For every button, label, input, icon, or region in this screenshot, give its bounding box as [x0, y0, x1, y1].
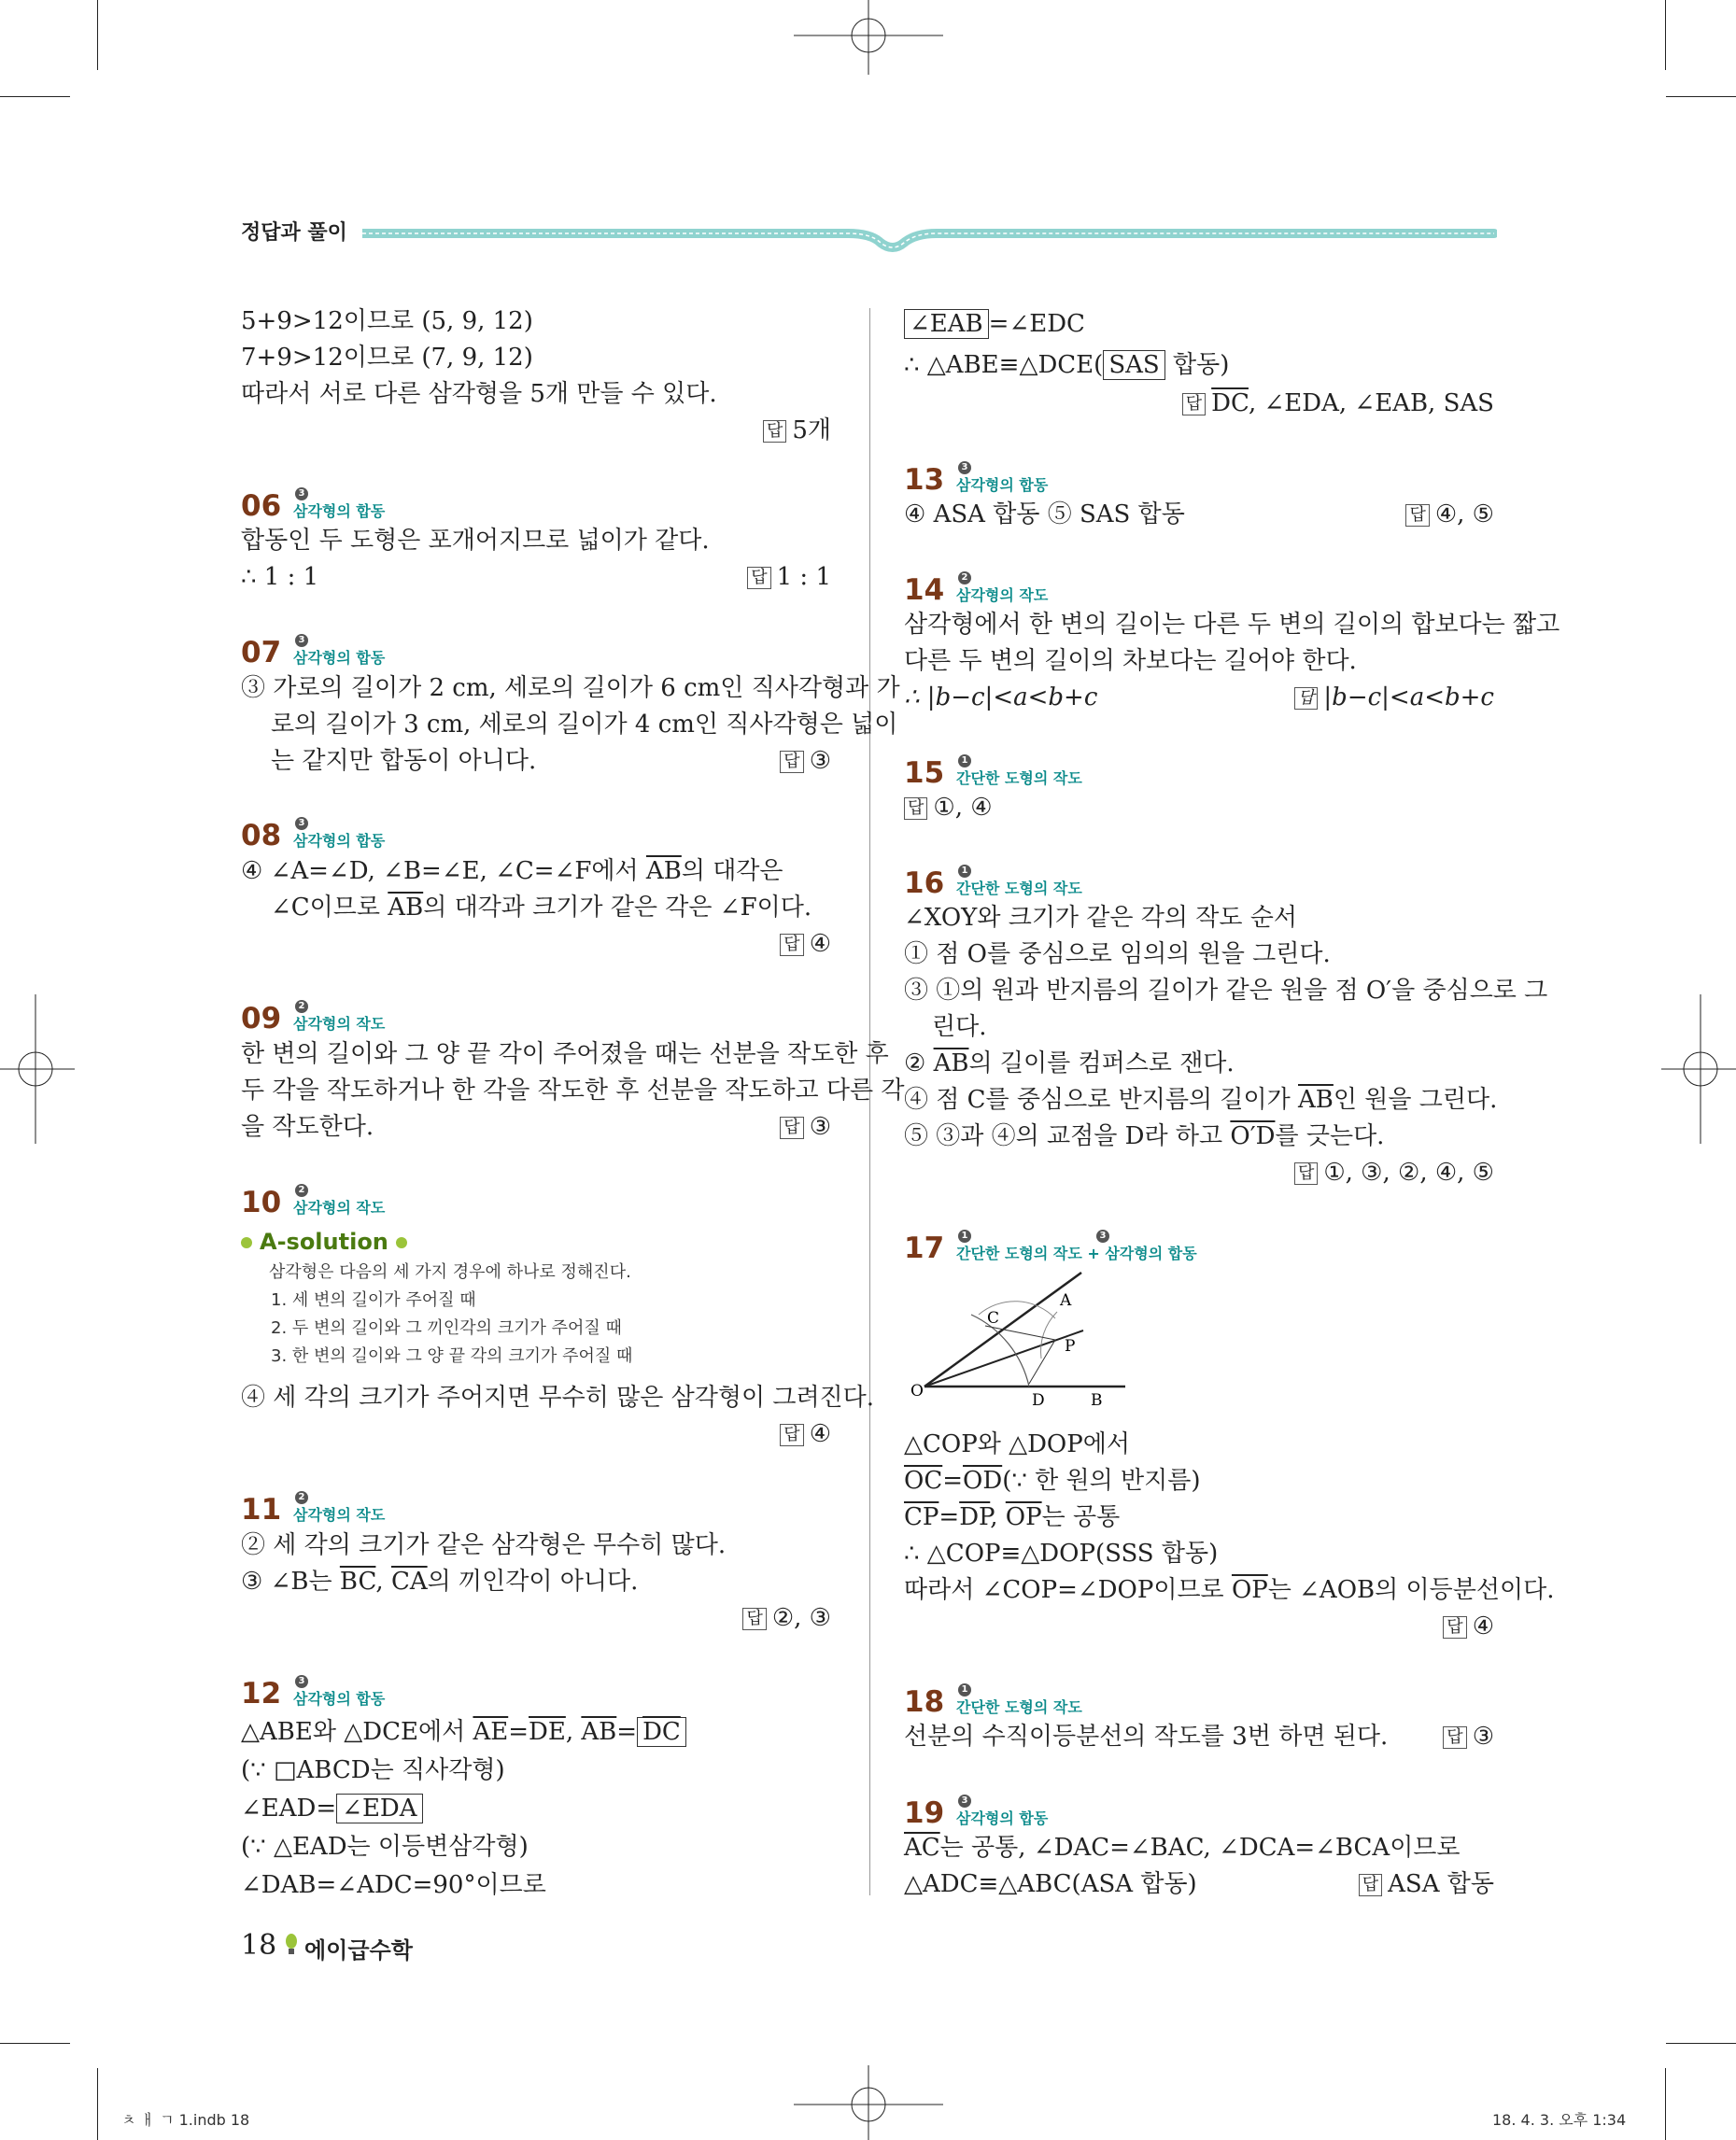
text-line: (∵ □ABCD는 직사각형) [241, 1756, 505, 1784]
text-line: ④ ASA 합동 ⑤ SAS 합동 [904, 500, 1185, 528]
registration-mark-right [1661, 994, 1736, 1144]
a-solution-heading: A-solution [233, 1228, 415, 1256]
text-line: ∠XOY와 크기가 같은 각의 작도 순서 [904, 904, 1298, 932]
text-line: △ADC≡△ABC(ASA 합동) [904, 1870, 1197, 1898]
text-line: ∠EAD= ∠EDA [241, 1791, 423, 1826]
answer: 답 5개 [654, 413, 831, 448]
registration-mark-bottom [794, 2065, 943, 2140]
text-line: 7+9>12이므로 (7, 9, 12) [241, 344, 533, 372]
answer: 답 ③ [654, 743, 831, 779]
text-line: ∠DAB=∠ADC=90°이므로 [241, 1871, 546, 1899]
text-line: ④ 점 C를 중심으로 반지름의 길이가 $\overline{AB}$인 원을 그린다. [904, 1086, 1498, 1114]
topic-label: 2 삼각형의 작도 [293, 1185, 386, 1217]
answer: 답 ④ [654, 1416, 831, 1452]
problem-number: 17 [904, 1232, 945, 1265]
print-date: 18. 4. 3. 오후 1:34 [1492, 2111, 1627, 2129]
text-line: ⑤ ③과 ④의 교점을 D라 하고 O′D를 긋는다. [904, 1122, 1385, 1150]
registration-mark-left [0, 994, 75, 1144]
page-header-title: 정답과 풀이 [241, 221, 347, 245]
point-label-c: C [987, 1309, 1000, 1328]
crop-mark [97, 0, 98, 70]
problem-number: 10 [241, 1186, 282, 1219]
level-badge: 3 [295, 487, 308, 500]
topic-label: 1 간단한 도형의 작도 + 3 삼각형의 합동 [956, 1231, 1197, 1262]
text-line: ④ ∠A=∠D, ∠B=∠E, ∠C=∠F에서 $\overline{AB}$의 대각은 [241, 857, 783, 885]
text-line: 삼각형에서 한 변의 길이는 다른 두 변의 길이의 합보다는 짧고 [904, 611, 1560, 639]
brand-name: 에이급수학 [304, 1937, 413, 1964]
crop-mark [0, 96, 70, 97]
bulb-icon [284, 1933, 299, 1957]
answer: 답 |b−c|<a<b+c [1214, 680, 1494, 715]
topic-label: 3 삼각형의 합동 [293, 1676, 386, 1708]
note-line: 3. 한 변의 길이와 그 양 끝 각의 크기가 주어질 때 [271, 1346, 633, 1366]
text-line: ∴ |b−c|<a<b+c [904, 683, 1098, 711]
text-line: ③ 가로의 길이가 2 cm, 세로의 길이가 6 cm인 직사각형과 가 [241, 674, 900, 702]
text-line: 다른 두 변의 길이의 차보다는 길어야 한다. [904, 647, 1357, 675]
point-label-o: O [910, 1382, 924, 1401]
answer: 답 ④ [1307, 1609, 1494, 1644]
text-line: ∠EAB =∠EDC [904, 306, 1085, 342]
text-line: 한 변의 길이와 그 양 끝 각이 주어졌을 때는 선분을 작도한 후 [241, 1040, 889, 1068]
answer-box: $\overline{DC}$ [637, 1717, 686, 1747]
text-line: ③ ∠B는 $\overline{BC}$, $\overline{CA}$의 끼인각이 아니다. [241, 1568, 639, 1596]
text-line: ∴ △COP≡△DOP(SSS 합동) [904, 1540, 1219, 1568]
text-line: 로의 길이가 3 cm, 세로의 길이가 4 cm인 직사각형은 넓이 [271, 711, 898, 739]
topic-label: 1 간단한 도형의 작도 [956, 1684, 1082, 1716]
problem-number: 16 [904, 866, 945, 900]
point-label-d: D [1032, 1391, 1045, 1410]
answer: 답 $\overline{DC}$, ∠EDA, ∠EAB, SAS [1121, 386, 1494, 421]
answer: 답 ④, ⑤ [1214, 497, 1494, 532]
answer: 답 ③ [1307, 1719, 1494, 1754]
note-line: 1. 세 변의 길이가 주어질 때 [271, 1290, 476, 1310]
topic-label: 3 삼각형의 합동 [956, 1795, 1049, 1827]
text-line: ∴ △ABE≡△DCE( SAS 합동) [904, 351, 1230, 379]
problem-number: 06 [241, 489, 282, 523]
problem-number: 19 [904, 1796, 945, 1830]
crop-mark [1666, 2043, 1736, 2044]
header-rule [362, 217, 1497, 261]
answer: 답 ②, ③ [654, 1600, 831, 1636]
text-line: $\overline{OC}=\overline{OD}(\because$ 한 원의 반지름) [904, 1467, 1201, 1495]
answer-box: ∠EDA [336, 1794, 422, 1823]
answer: 답 ①, ③, ②, ④, ⑤ [1167, 1155, 1494, 1190]
problem-number: 12 [241, 1677, 282, 1711]
topic-label: 2 삼각형의 작도 [956, 572, 1049, 604]
problem-number: 14 [904, 573, 945, 607]
problem-number: 07 [241, 636, 282, 669]
answer-box: SAS [1103, 350, 1164, 380]
text-line: (∵ △EAD는 이등변삼각형) [241, 1833, 529, 1861]
text-line: ∴ 1 : 1 [241, 563, 319, 591]
text-line: △COP와 △DOP에서 [904, 1430, 1130, 1458]
text-line: 을 작도한다. [241, 1113, 374, 1141]
text-line: 선분의 수직이등분선의 작도를 3번 하면 된다. [904, 1723, 1389, 1751]
topic-label: 3 삼각형의 합동 [293, 488, 386, 520]
topic-label: 3 삼각형의 합동 [956, 462, 1049, 494]
topic-label: 2 삼각형의 작도 [293, 1492, 386, 1524]
problem-number: 15 [904, 756, 945, 790]
topic-label: 2 삼각형의 작도 [293, 1001, 386, 1033]
text-line: ③ ①의 원과 반지름의 길이가 같은 원을 점 O′을 중심으로 그 [904, 977, 1548, 1005]
note-line: 삼각형은 다음의 세 가지 경우에 하나로 정해진다. [269, 1262, 631, 1282]
text-line: 두 각을 작도하거나 한 각을 작도한 후 선분을 작도하고 다른 각 [241, 1077, 905, 1105]
text-line: 따라서 서로 다른 삼각형을 5개 만들 수 있다. [241, 380, 717, 408]
registration-mark-top [794, 0, 943, 75]
topic-label: 3 삼각형의 합동 [293, 635, 386, 667]
file-slug: ㅊ ㅐ ㄱ 1.indb 18 [121, 2111, 250, 2129]
text-line: ② 세 각의 크기가 같은 삼각형은 무수히 많다. [241, 1531, 727, 1559]
problem-number: 11 [241, 1493, 282, 1527]
crop-mark [0, 2043, 70, 2044]
text-line: 린다. [932, 1013, 987, 1041]
note-line: 2. 두 변의 길이와 그 끼인각의 크기가 주어질 때 [271, 1318, 622, 1338]
problem-number: 09 [241, 1002, 282, 1035]
point-label-a: A [1060, 1291, 1072, 1310]
topic-label: 1 간단한 도형의 작도 [956, 755, 1082, 787]
text-line: ④ 세 각의 크기가 주어지면 무수히 많은 삼각형이 그려진다. [241, 1384, 875, 1412]
problem-number: 08 [241, 819, 282, 852]
text-line: $\overline{AC}$는 공통, ∠DAC=∠BAC, ∠DCA=∠BCA이므로 [904, 1834, 1461, 1862]
text-line: △ABE와 △DCE에서 $\overline{AE}=\overline{DE}$, $\overline{AB}= \overline{DC}$ [241, 1714, 686, 1750]
crop-mark [1665, 2068, 1666, 2140]
crop-mark [97, 2068, 98, 2140]
geometry-figure [896, 1260, 1139, 1419]
answer-label: 답 [763, 420, 786, 443]
page-number: 18 [241, 1929, 277, 1962]
point-label-b: B [1091, 1391, 1103, 1410]
text-line: $\overline{CP}=\overline{DP}$, $\overline{OP}$는 공통 [904, 1503, 1121, 1531]
problem-number: 13 [904, 463, 945, 497]
problem-number: 18 [904, 1685, 945, 1719]
answer-box: ∠EAB [904, 309, 989, 339]
answer: 답 ASA 합동 [1261, 1866, 1494, 1902]
topic-label: 1 간단한 도형의 작도 [956, 866, 1082, 897]
text-line: ∠C이므로 $\overline{AB}$의 대각과 크기가 같은 각은 ∠F이다. [271, 894, 812, 922]
crop-mark [1665, 0, 1666, 70]
text-line: 합동인 두 도형은 포개어지므로 넓이가 같다. [241, 527, 710, 555]
answer: 답 ③ [654, 1109, 831, 1145]
topic-label: 3 삼각형의 합동 [293, 818, 386, 850]
answer: 답 ④ [654, 926, 831, 962]
text-line: ② $\overline{AB}$의 길이를 컴퍼스로 잰다. [904, 1049, 1235, 1077]
text-line: ① 점 O를 중심으로 임의의 원을 그린다. [904, 940, 1331, 968]
text-line: 는 같지만 합동이 아니다. [271, 747, 537, 775]
answer: 답 ①, ④ [904, 790, 993, 825]
crop-mark [1666, 96, 1736, 97]
answer: 답 1 : 1 [654, 559, 831, 595]
point-label-p: P [1065, 1337, 1076, 1356]
text-line: 따라서 ∠COP=∠DOP이므로 $\overline{OP}$는 ∠AOB의 이등분선이다. [904, 1576, 1555, 1604]
text-line: 5+9>12이므로 (5, 9, 12) [241, 307, 533, 335]
